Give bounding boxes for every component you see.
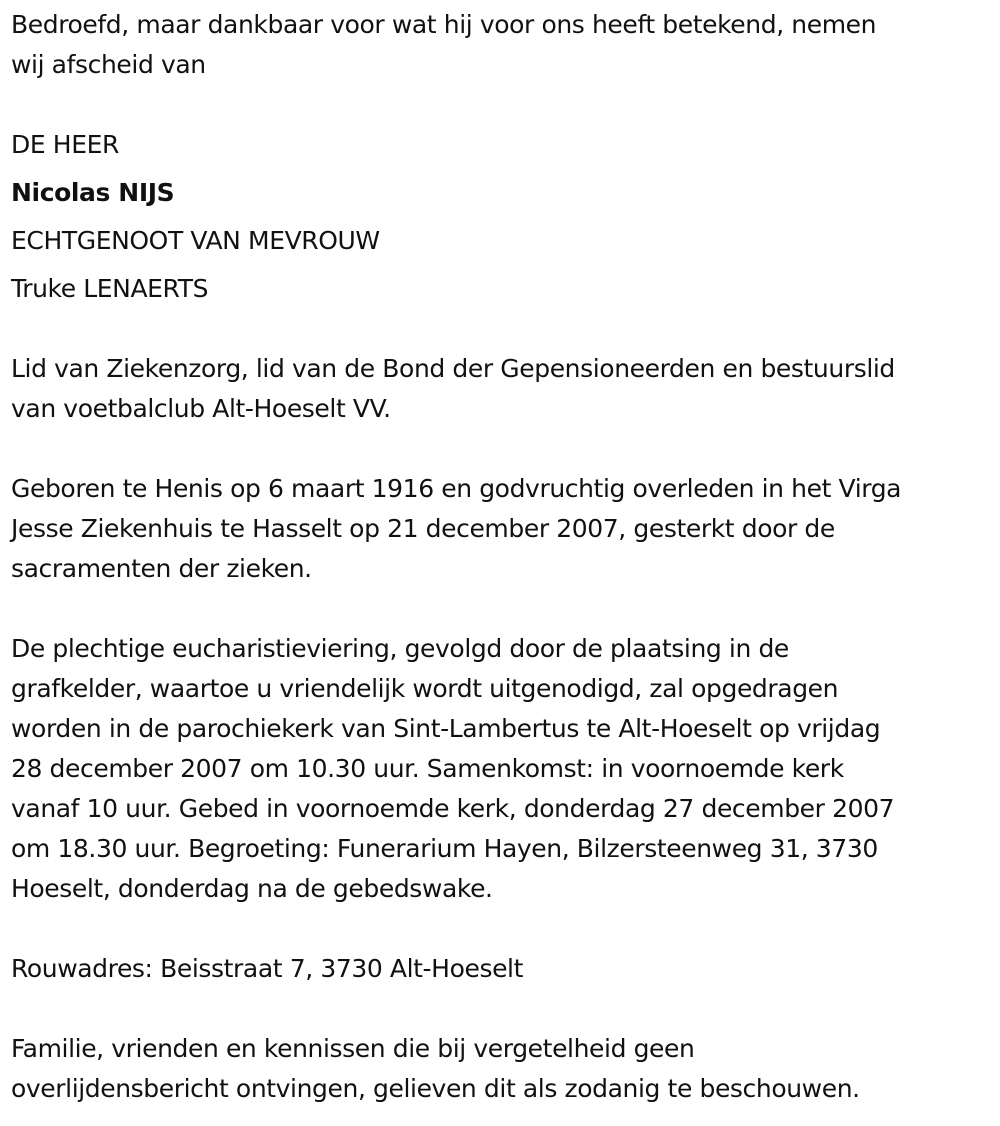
intro-line: Bedroefd, maar dankbaar voor wat hij voor ons heeft betekend, nemen [11,10,877,39]
title-prefix: DE HEER [11,130,119,159]
ceremony-line: De plechtige eucharistieviering, gevolgd door de plaatsing in de [11,634,789,663]
memberships-line: Lid van Ziekenzorg, lid van de Bond der Gepensioneerden en bestuurslid [11,354,895,383]
mourning-address: Rouwadres: Beisstraat 7, 3730 Alt-Hoeselt [11,954,523,983]
birth-death-line: Geboren te Henis op 6 maart 1916 en godvruchtig overleden in het Virga [11,474,902,503]
birth-death-line: sacramenten der zieken. [11,554,312,583]
birth-death-line: Jesse Ziekenhuis te Hasselt op 21 december 2007, gesterkt door de [11,514,835,543]
closing-line: overlijdensbericht ontvingen, gelieven dit als zodanig te beschouwen. [11,1074,860,1103]
deceased-name: Nicolas NIJS [11,178,175,207]
ceremony-line: grafkelder, waartoe u vriendelijk wordt uitgenodigd, zal opgedragen [11,674,839,703]
closing-line: Familie, vrienden en kennissen die bij vergetelheid geen [11,1034,695,1063]
ceremony-line: vanaf 10 uur. Gebed in voornoemde kerk, donderdag 27 december 2007 [11,794,895,823]
ceremony-line: worden in de parochiekerk van Sint-Lambertus te Alt-Hoeselt op vrijdag [11,714,881,743]
ceremony-line: Hoeselt, donderdag na de gebedswake. [11,874,493,903]
ceremony-line: 28 december 2007 om 10.30 uur. Samenkomst: in voornoemde kerk [11,754,844,783]
ceremony-line: om 18.30 uur. Begroeting: Funerarium Hayen, Bilzersteenweg 31, 3730 [11,834,878,863]
spouse-name: Truke LENAERTS [11,274,209,303]
intro-line: wij afscheid van [11,50,206,79]
memberships-line: van voetbalclub Alt-Hoeselt VV. [11,394,391,423]
spouse-label: ECHTGENOOT VAN MEVROUW [11,226,380,255]
